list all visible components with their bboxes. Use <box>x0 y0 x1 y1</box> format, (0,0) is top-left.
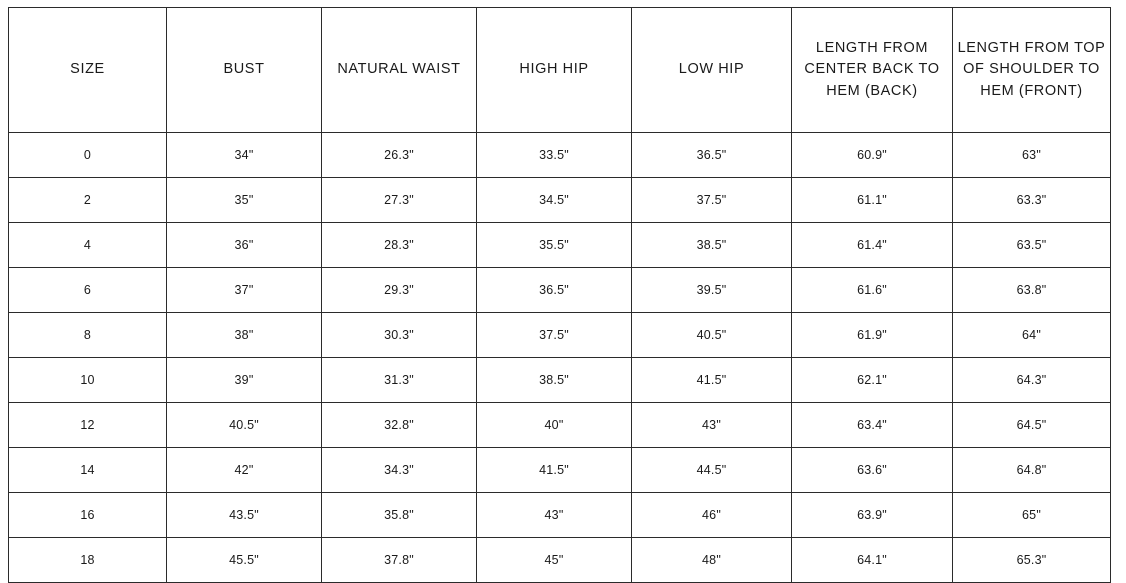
cell-bust: 39" <box>167 358 322 403</box>
cell-length-front: 65" <box>953 493 1111 538</box>
cell-bust: 35" <box>167 178 322 223</box>
cell-bust: 37" <box>167 268 322 313</box>
cell-high-hip: 43" <box>477 493 632 538</box>
cell-natural-waist: 32.8" <box>322 403 477 448</box>
table-row <box>9 313 1111 358</box>
cell-low-hip: 36.5" <box>632 133 792 178</box>
column-header-length-shoulder-to-hem: LENGTH FROM TOP OF SHOULDER TO HEM (FRONT) <box>953 8 1111 133</box>
cell-length-front: 63.5" <box>953 223 1111 268</box>
cell-high-hip: 40" <box>477 403 632 448</box>
cell-high-hip: 35.5" <box>477 223 632 268</box>
cell-natural-waist: 37.8" <box>322 538 477 583</box>
table-header <box>9 8 1111 133</box>
cell-length-front: 64.3" <box>953 358 1111 403</box>
table-row <box>9 448 1111 493</box>
cell-natural-waist: 35.8" <box>322 493 477 538</box>
cell-high-hip: 41.5" <box>477 448 632 493</box>
cell-natural-waist: 31.3" <box>322 358 477 403</box>
size-chart-table <box>8 7 1111 583</box>
cell-natural-waist: 29.3" <box>322 268 477 313</box>
table-row <box>9 358 1111 403</box>
cell-natural-waist: 27.3" <box>322 178 477 223</box>
cell-high-hip: 38.5" <box>477 358 632 403</box>
cell-length-back: 61.1" <box>792 178 953 223</box>
cell-bust: 45.5" <box>167 538 322 583</box>
cell-natural-waist: 34.3" <box>322 448 477 493</box>
cell-low-hip: 43" <box>632 403 792 448</box>
cell-high-hip: 45" <box>477 538 632 583</box>
cell-bust: 43.5" <box>167 493 322 538</box>
cell-low-hip: 39.5" <box>632 268 792 313</box>
cell-length-back: 61.6" <box>792 268 953 313</box>
table-row <box>9 493 1111 538</box>
cell-size: 14 <box>9 448 167 493</box>
cell-size: 8 <box>9 313 167 358</box>
cell-length-front: 64.8" <box>953 448 1111 493</box>
cell-size: 16 <box>9 493 167 538</box>
cell-length-back: 61.9" <box>792 313 953 358</box>
cell-length-back: 62.1" <box>792 358 953 403</box>
cell-natural-waist: 30.3" <box>322 313 477 358</box>
cell-size: 4 <box>9 223 167 268</box>
cell-low-hip: 48" <box>632 538 792 583</box>
column-header-low-hip: LOW HIP <box>632 8 792 133</box>
cell-size: 0 <box>9 133 167 178</box>
table-row <box>9 403 1111 448</box>
table-body <box>9 133 1111 583</box>
cell-natural-waist: 28.3" <box>322 223 477 268</box>
cell-length-back: 63.4" <box>792 403 953 448</box>
cell-length-back: 61.4" <box>792 223 953 268</box>
cell-low-hip: 40.5" <box>632 313 792 358</box>
cell-high-hip: 34.5" <box>477 178 632 223</box>
cell-length-front: 63" <box>953 133 1111 178</box>
cell-high-hip: 36.5" <box>477 268 632 313</box>
size-chart-container <box>8 7 1110 583</box>
table-row <box>9 223 1111 268</box>
cell-length-back: 60.9" <box>792 133 953 178</box>
table-row <box>9 133 1111 178</box>
cell-length-front: 63.3" <box>953 178 1111 223</box>
cell-bust: 38" <box>167 313 322 358</box>
cell-low-hip: 46" <box>632 493 792 538</box>
cell-length-front: 65.3" <box>953 538 1111 583</box>
column-header-natural-waist: NATURAL WAIST <box>322 8 477 133</box>
cell-size: 18 <box>9 538 167 583</box>
cell-natural-waist: 26.3" <box>322 133 477 178</box>
cell-length-front: 63.8" <box>953 268 1111 313</box>
cell-bust: 40.5" <box>167 403 322 448</box>
cell-length-front: 64.5" <box>953 403 1111 448</box>
table-row <box>9 268 1111 313</box>
cell-low-hip: 37.5" <box>632 178 792 223</box>
cell-bust: 42" <box>167 448 322 493</box>
cell-size: 10 <box>9 358 167 403</box>
cell-size: 12 <box>9 403 167 448</box>
cell-bust: 36" <box>167 223 322 268</box>
cell-low-hip: 41.5" <box>632 358 792 403</box>
column-header-high-hip: HIGH HIP <box>477 8 632 133</box>
cell-bust: 34" <box>167 133 322 178</box>
cell-high-hip: 37.5" <box>477 313 632 358</box>
cell-low-hip: 44.5" <box>632 448 792 493</box>
cell-high-hip: 33.5" <box>477 133 632 178</box>
table-header-row <box>9 8 1111 133</box>
column-header-length-center-back-to-hem: LENGTH FROM CENTER BACK TO HEM (BACK) <box>792 8 953 133</box>
cell-size: 6 <box>9 268 167 313</box>
table-row <box>9 178 1111 223</box>
cell-length-back: 63.9" <box>792 493 953 538</box>
column-header-size: SIZE <box>9 8 167 133</box>
cell-length-back: 63.6" <box>792 448 953 493</box>
cell-length-front: 64" <box>953 313 1111 358</box>
cell-length-back: 64.1" <box>792 538 953 583</box>
column-header-bust: BUST <box>167 8 322 133</box>
table-row <box>9 538 1111 583</box>
cell-low-hip: 38.5" <box>632 223 792 268</box>
cell-size: 2 <box>9 178 167 223</box>
